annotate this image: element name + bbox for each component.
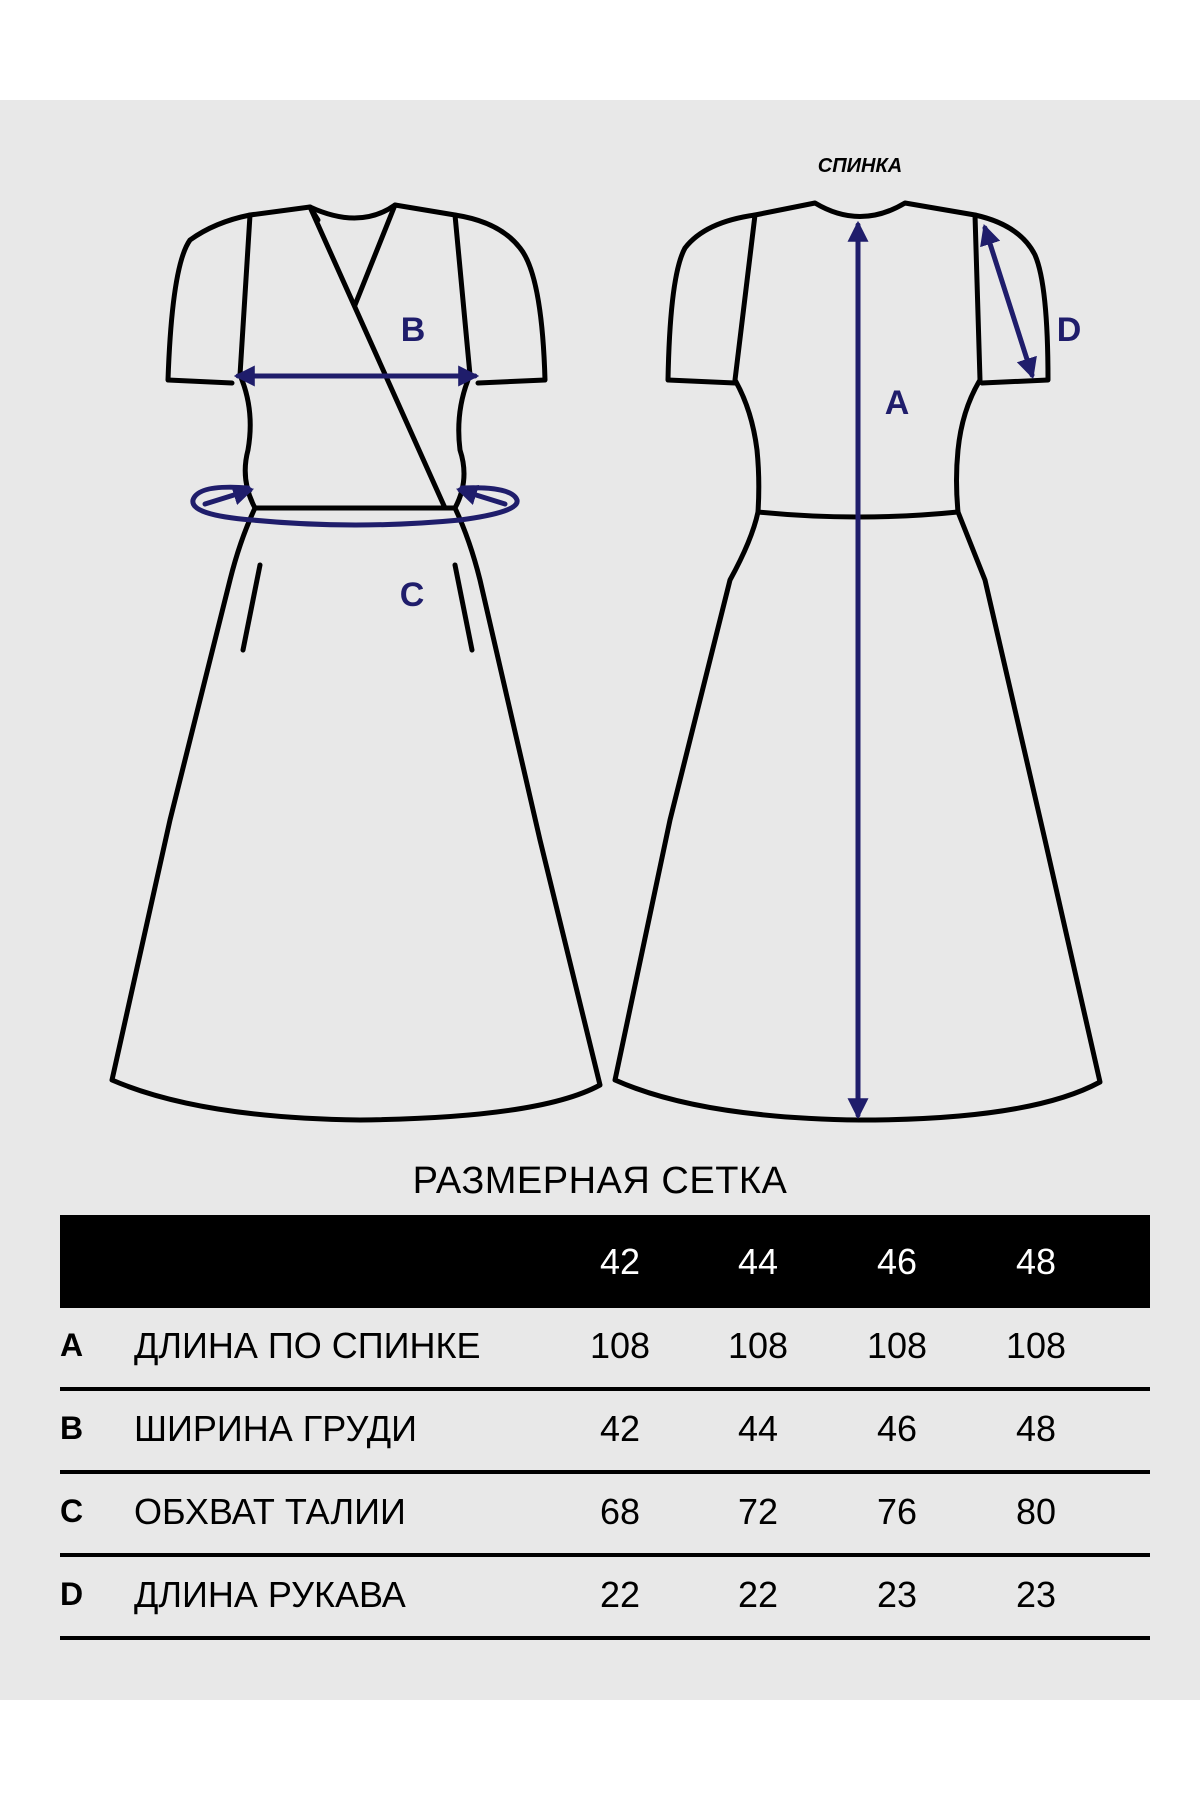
row-value: 44 xyxy=(737,1408,779,1449)
size-table-header xyxy=(60,1215,1150,1308)
row-value: 108 xyxy=(1005,1325,1067,1366)
table-row xyxy=(60,1474,1150,1557)
front-left-sleeve xyxy=(168,215,250,383)
row-value: 72 xyxy=(737,1491,779,1532)
size-header-46: 46 xyxy=(876,1241,918,1282)
row-value: 42 xyxy=(599,1408,641,1449)
row-value: 76 xyxy=(876,1491,918,1532)
table-row xyxy=(60,1557,1150,1640)
row-value: 80 xyxy=(1015,1491,1057,1532)
row-value: 68 xyxy=(599,1491,641,1532)
row-value: 108 xyxy=(589,1325,651,1366)
row-name: ШИРИНА ГРУДИ xyxy=(134,1408,417,1449)
size-header-42: 42 xyxy=(599,1241,641,1282)
front-dress-outline xyxy=(112,205,600,1120)
row-code: C xyxy=(60,1493,84,1529)
front-right-pocket xyxy=(455,565,472,650)
row-name: ДЛИНА ПО СПИНКЕ xyxy=(134,1325,481,1366)
label-b: B xyxy=(400,311,426,349)
size-header-44: 44 xyxy=(737,1241,779,1282)
row-name: ОБХВАТ ТАЛИИ xyxy=(134,1491,406,1532)
row-value: 22 xyxy=(599,1574,641,1615)
row-value: 48 xyxy=(1015,1408,1057,1449)
table-row xyxy=(60,1308,1150,1391)
row-code: B xyxy=(60,1410,84,1446)
measure-d-sleeve xyxy=(985,228,1032,375)
back-left-sleeve xyxy=(668,215,755,383)
front-left-pocket xyxy=(243,565,260,650)
row-value: 108 xyxy=(727,1325,789,1366)
row-code: A xyxy=(60,1327,84,1363)
front-dress xyxy=(112,205,600,1120)
label-c: C xyxy=(399,576,425,614)
size-table xyxy=(60,1215,1150,1640)
row-value: 46 xyxy=(876,1408,918,1449)
row-code: D xyxy=(60,1576,84,1612)
size-chart-title: РАЗМЕРНАЯ СЕТКА xyxy=(412,1160,788,1202)
row-value: 22 xyxy=(737,1574,779,1615)
back-right-sleeve xyxy=(975,215,1048,383)
size-header-48: 48 xyxy=(1015,1241,1057,1282)
measurements xyxy=(193,225,1032,1115)
label-a: A xyxy=(884,384,910,422)
back-view-label: СПИНКА xyxy=(817,155,903,177)
row-value: 108 xyxy=(866,1325,928,1366)
label-d: D xyxy=(1056,311,1082,349)
table-row xyxy=(60,1391,1150,1474)
row-value: 23 xyxy=(876,1574,918,1615)
row-name: ДЛИНА РУКАВА xyxy=(134,1574,406,1615)
row-value: 23 xyxy=(1015,1574,1057,1615)
